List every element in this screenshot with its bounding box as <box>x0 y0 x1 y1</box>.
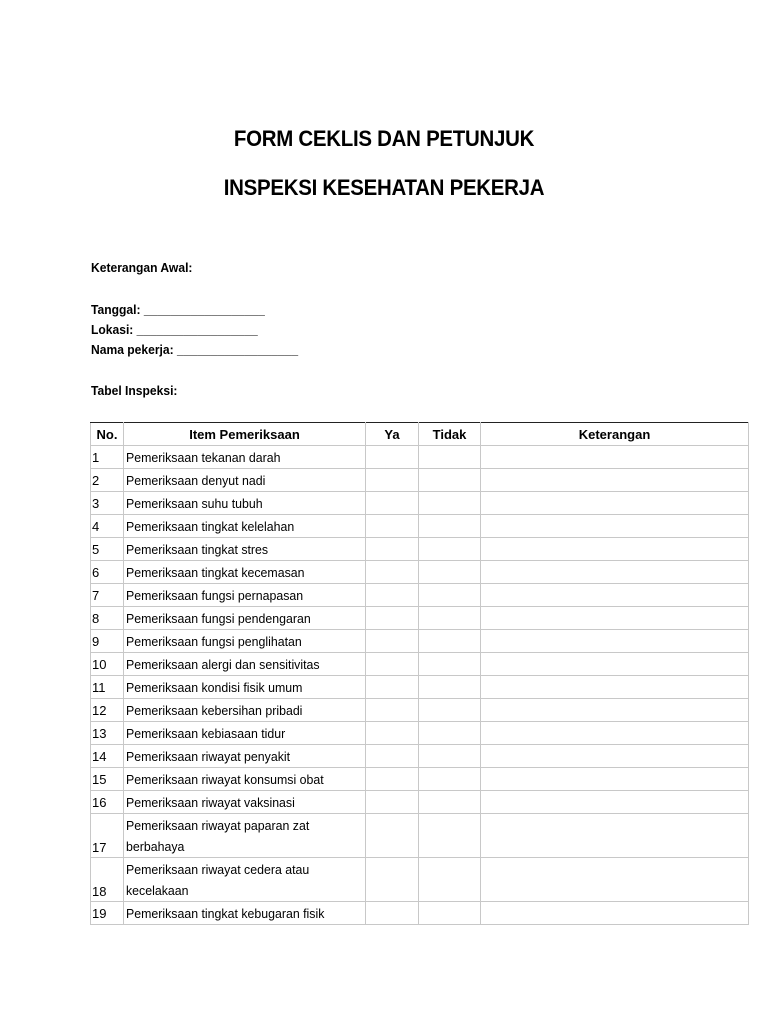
tidak-cell[interactable] <box>419 584 481 607</box>
keterangan-cell[interactable] <box>481 630 749 653</box>
keterangan-cell[interactable] <box>481 469 749 492</box>
table-row <box>91 858 749 902</box>
ya-cell[interactable] <box>366 607 419 630</box>
tidak-cell[interactable] <box>419 607 481 630</box>
keterangan-cell[interactable] <box>481 584 749 607</box>
ya-cell[interactable] <box>366 630 419 653</box>
tanggal-field[interactable]: Tanggal: __________________ <box>91 302 265 317</box>
table-row <box>91 791 749 814</box>
row-item-text: Pemeriksaan denyut nadi <box>126 472 266 488</box>
row-item <box>124 538 366 561</box>
keterangan-awal-label <box>91 258 192 278</box>
row-item <box>124 791 366 814</box>
keterangan-cell[interactable] <box>481 538 749 561</box>
header-tidak: Tidak <box>419 423 481 446</box>
table-body <box>91 446 749 925</box>
ya-cell[interactable] <box>366 858 419 902</box>
row-item <box>124 584 366 607</box>
table-header-row <box>91 423 749 446</box>
keterangan-cell[interactable] <box>481 676 749 699</box>
keterangan-cell[interactable] <box>481 515 749 538</box>
header-keterangan: Keterangan <box>481 423 749 446</box>
row-item-text: Pemeriksaan tekanan darah <box>126 449 281 465</box>
table-row <box>91 446 749 469</box>
ya-cell[interactable] <box>366 653 419 676</box>
row-item-text: Pemeriksaan riwayat paparan zat berbahaya <box>126 817 310 854</box>
ya-cell[interactable] <box>366 745 419 768</box>
table-row <box>91 745 749 768</box>
row-item-text: Pemeriksaan fungsi pendengaran <box>126 610 311 626</box>
row-item <box>124 630 366 653</box>
header-ya: Ya <box>366 423 419 446</box>
row-item-text: Pemeriksaan kebersihan pribadi <box>126 702 303 718</box>
row-item-text: Pemeriksaan riwayat vaksinasi <box>126 794 295 810</box>
tidak-cell[interactable] <box>419 814 481 858</box>
keterangan-cell[interactable] <box>481 858 749 902</box>
row-item-text: Pemeriksaan fungsi pernapasan <box>126 587 304 603</box>
ya-cell[interactable] <box>366 791 419 814</box>
row-item <box>124 492 366 515</box>
tidak-cell[interactable] <box>419 515 481 538</box>
row-number: 13 <box>91 722 124 745</box>
row-number: 11 <box>91 676 124 699</box>
row-item <box>124 469 366 492</box>
table-row <box>91 630 749 653</box>
ya-cell[interactable] <box>366 676 419 699</box>
table-row <box>91 515 749 538</box>
keterangan-cell[interactable] <box>481 607 749 630</box>
keterangan-cell[interactable] <box>481 446 749 469</box>
row-number: 10 <box>91 653 124 676</box>
row-item <box>124 446 366 469</box>
table-row <box>91 469 749 492</box>
tidak-cell[interactable] <box>419 902 481 925</box>
row-item <box>124 814 366 858</box>
row-number: 16 <box>91 791 124 814</box>
ya-cell[interactable] <box>366 584 419 607</box>
header-no: No. <box>91 423 124 446</box>
row-number: 9 <box>91 630 124 653</box>
row-item <box>124 607 366 630</box>
row-item-text: Pemeriksaan alergi dan sensitivitas <box>126 656 320 672</box>
row-number: 19 <box>91 902 124 925</box>
row-item-text: Pemeriksaan tingkat kelelahan <box>126 518 295 534</box>
row-number: 15 <box>91 768 124 791</box>
row-number: 12 <box>91 699 124 722</box>
row-number: 4 <box>91 515 124 538</box>
row-number: 6 <box>91 561 124 584</box>
inspection-table <box>90 422 749 925</box>
row-item-text: Pemeriksaan kebiasaan tidur <box>126 725 286 741</box>
form-title-line2: INSPEKSI KESEHATAN PEKERJA <box>223 175 545 200</box>
row-number: 17 <box>91 814 124 858</box>
row-item-text: Pemeriksaan riwayat penyakit <box>126 748 291 764</box>
row-item-text: Pemeriksaan tingkat stres <box>126 541 269 557</box>
ya-cell[interactable] <box>366 722 419 745</box>
row-number: 5 <box>91 538 124 561</box>
row-item <box>124 745 366 768</box>
table-row <box>91 492 749 515</box>
ya-cell[interactable] <box>366 561 419 584</box>
tidak-cell[interactable] <box>419 492 481 515</box>
header-item: Item Pemeriksaan <box>124 423 366 446</box>
table-row <box>91 902 749 925</box>
row-number: 14 <box>91 745 124 768</box>
keterangan-cell[interactable] <box>481 902 749 925</box>
table-row <box>91 653 749 676</box>
keterangan-cell[interactable] <box>481 653 749 676</box>
inspection-table-wrapper <box>90 422 748 925</box>
keterangan-cell[interactable] <box>481 814 749 858</box>
keterangan-cell[interactable] <box>481 492 749 515</box>
ya-cell[interactable] <box>366 469 419 492</box>
ya-cell[interactable] <box>366 768 419 791</box>
ya-cell[interactable] <box>366 902 419 925</box>
row-number: 3 <box>91 492 124 515</box>
tidak-cell[interactable] <box>419 561 481 584</box>
row-item <box>124 653 366 676</box>
ya-cell[interactable] <box>366 699 419 722</box>
tidak-cell[interactable] <box>419 699 481 722</box>
row-item-text: Pemeriksaan kondisi fisik umum <box>126 679 303 695</box>
table-row <box>91 607 749 630</box>
row-number: 7 <box>91 584 124 607</box>
row-number: 8 <box>91 607 124 630</box>
row-item <box>124 902 366 925</box>
row-item <box>124 676 366 699</box>
row-number: 2 <box>91 469 124 492</box>
tabel-inspeksi-text: Tabel Inspeksi: <box>91 383 178 398</box>
row-item-text: Pemeriksaan suhu tubuh <box>126 495 263 511</box>
row-item <box>124 561 366 584</box>
ya-cell[interactable] <box>366 492 419 515</box>
tabel-inspeksi-label <box>91 381 177 401</box>
tidak-cell[interactable] <box>419 745 481 768</box>
form-title-line1: FORM CEKLIS DAN PETUNJUK <box>233 126 535 151</box>
tidak-cell[interactable] <box>419 446 481 469</box>
table-row <box>91 584 749 607</box>
row-item-text: Pemeriksaan riwayat cedera atau kecelakaan <box>126 861 310 898</box>
table-row <box>91 814 749 858</box>
keterangan-cell[interactable] <box>481 745 749 768</box>
row-item-text: Pemeriksaan riwayat konsumsi obat <box>126 771 324 787</box>
tidak-cell[interactable] <box>419 722 481 745</box>
row-item-text: Pemeriksaan tingkat kebugaran fisik <box>126 905 325 921</box>
tidak-cell[interactable] <box>419 768 481 791</box>
tidak-cell[interactable] <box>419 538 481 561</box>
tidak-cell[interactable] <box>419 630 481 653</box>
keterangan-cell[interactable] <box>481 722 749 745</box>
row-item <box>124 515 366 538</box>
row-item <box>124 722 366 745</box>
keterangan-awal-text: Keterangan Awal: <box>91 260 193 275</box>
row-number: 18 <box>91 858 124 902</box>
row-item <box>124 768 366 791</box>
ya-cell[interactable] <box>366 515 419 538</box>
tidak-cell[interactable] <box>419 676 481 699</box>
tidak-cell[interactable] <box>419 791 481 814</box>
keterangan-cell[interactable] <box>481 791 749 814</box>
keterangan-cell[interactable] <box>481 768 749 791</box>
table-row <box>91 561 749 584</box>
keterangan-cell[interactable] <box>481 561 749 584</box>
row-number: 1 <box>91 446 124 469</box>
nama-pekerja-field[interactable]: Nama pekerja: __________________ <box>91 342 299 357</box>
form-fields <box>91 300 298 360</box>
ya-cell[interactable] <box>366 814 419 858</box>
row-item <box>124 699 366 722</box>
tidak-cell[interactable] <box>419 858 481 902</box>
tidak-cell[interactable] <box>419 469 481 492</box>
ya-cell[interactable] <box>366 538 419 561</box>
ya-cell[interactable] <box>366 446 419 469</box>
table-row <box>91 699 749 722</box>
row-item <box>124 858 366 902</box>
table-row <box>91 538 749 561</box>
table-row <box>91 676 749 699</box>
table-row <box>91 768 749 791</box>
table-row <box>91 722 749 745</box>
row-item-text: Pemeriksaan fungsi penglihatan <box>126 633 302 649</box>
lokasi-field[interactable]: Lokasi: __________________ <box>91 322 258 337</box>
row-item-text: Pemeriksaan tingkat kecemasan <box>126 564 305 580</box>
keterangan-cell[interactable] <box>481 699 749 722</box>
tidak-cell[interactable] <box>419 653 481 676</box>
